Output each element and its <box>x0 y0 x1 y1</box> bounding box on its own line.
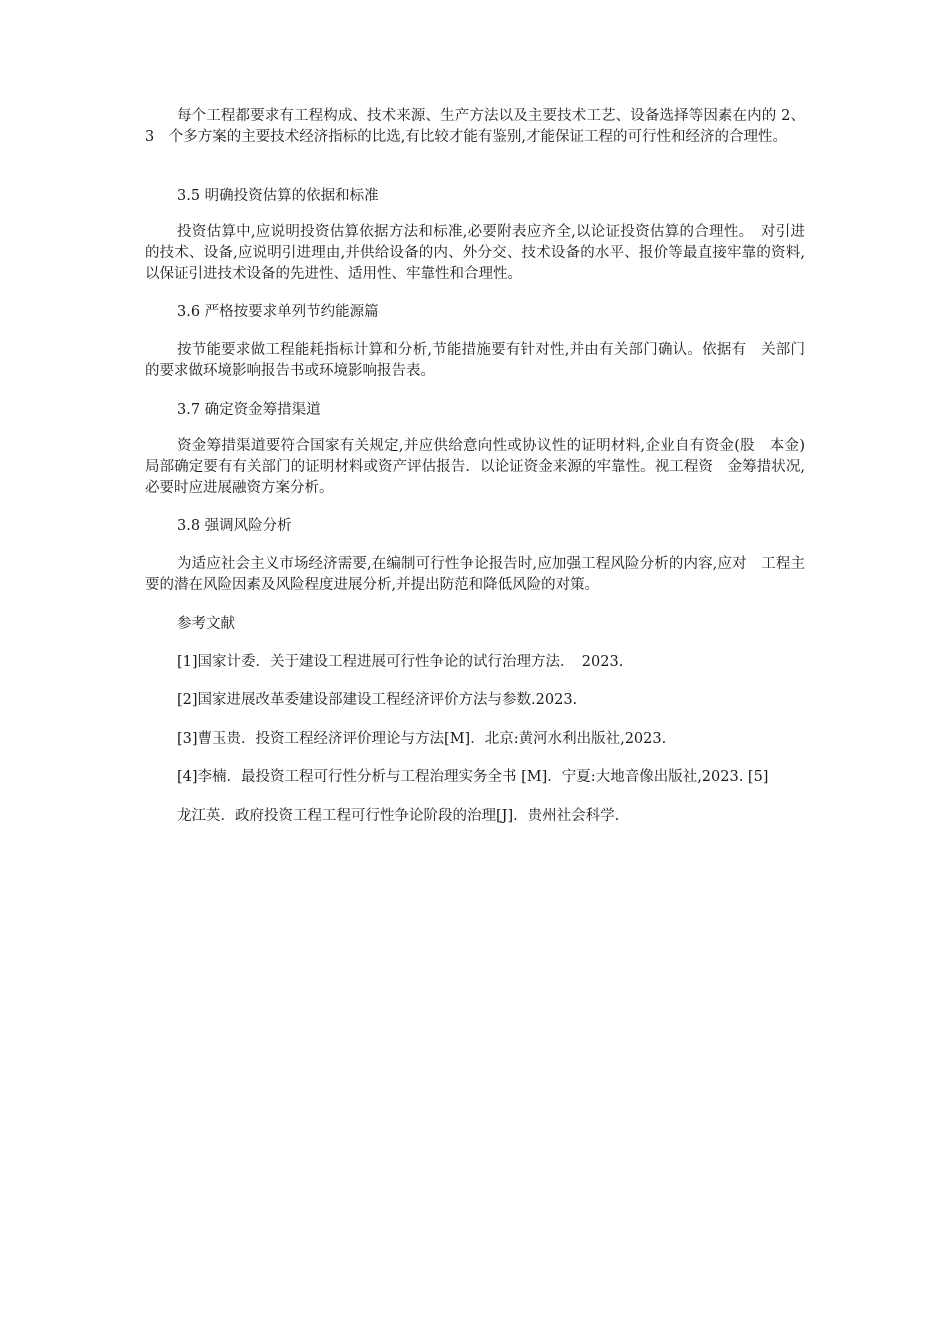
paragraph-investment-estimate: 投资估算中,应说明投资估算依据方法和标准,必要附表应齐全,以论证投资估算的合理性。 对引进的技术、设备,应说明引进理由,并供给设备的内、外分交、技术设备的水平、报价等最直接牢靠的资料,以保证引进技术设备的先进性、适用性、牢靠性和合理性。 <box>145 224 805 282</box>
paragraph-scheme-comparison: 每个工程都要求有工程构成、技术来源、生产方法以及主要技术工艺、设备选择等因素在内的 2、3 个多方案的主要技术经济指标的比选,有比较才能有鉴别,才能保证工程的可行性和经济的合理性。 <box>145 108 805 145</box>
section-heading-3-8: 3.8 强调风险分析 <box>177 518 292 534</box>
section-heading-3-6: 3.6 严格按要求单列节约能源篇 <box>177 304 379 320</box>
paragraph-fund-raising: 资金筹措渠道要符合国家有关规定,并应供给意向性或协议性的证明材料,企业自有资金(股 本金)局部确定要有有关部门的证明材料或资产评估报告．以论证资金来源的牢靠性。视工程资 金筹措状况,必要时应进展融资方案分析。 <box>145 438 805 496</box>
reference-item-1: [1]国家计委．关于建设工程进展可行性争论的试行治理方法． 2023. <box>177 654 624 670</box>
paragraph-energy-saving: 按节能要求做工程能耗指标计算和分析,节能措施要有针对性,并由有关部门确认。依据有 关部门的要求做环境影响报告书或环境影响报告表。 <box>145 342 805 379</box>
reference-item-2: [2]国家进展改革委建设部建设工程经济评价方法与参数.2023. <box>177 692 578 708</box>
paragraph-risk-analysis: 为适应社会主义市场经济需要,在编制可行性争论报告时,应加强工程风险分析的内容,应对 工程主要的潜在风险因素及风险程度进展分析,并提出防范和降低风险的对策。 <box>145 556 805 593</box>
reference-item-4: [4]李楠．最投资工程可行性分析与工程治理实务全书 [M]．宁夏:大地音像出版社,2023. [5] <box>177 769 769 785</box>
reference-item-5: 龙江英．政府投资工程工程可行性争论阶段的治理[J]．贵州社会科学. <box>177 808 620 824</box>
references-heading: 参考文献 <box>177 616 235 632</box>
reference-item-3: [3]曹玉贵．投资工程经济评价理论与方法[M]．北京:黄河水利出版社,2023. <box>177 731 667 747</box>
section-heading-3-7: 3.7 确定资金筹措渠道 <box>177 402 321 418</box>
section-heading-3-5: 3.5 明确投资估算的依据和标准 <box>177 188 379 204</box>
